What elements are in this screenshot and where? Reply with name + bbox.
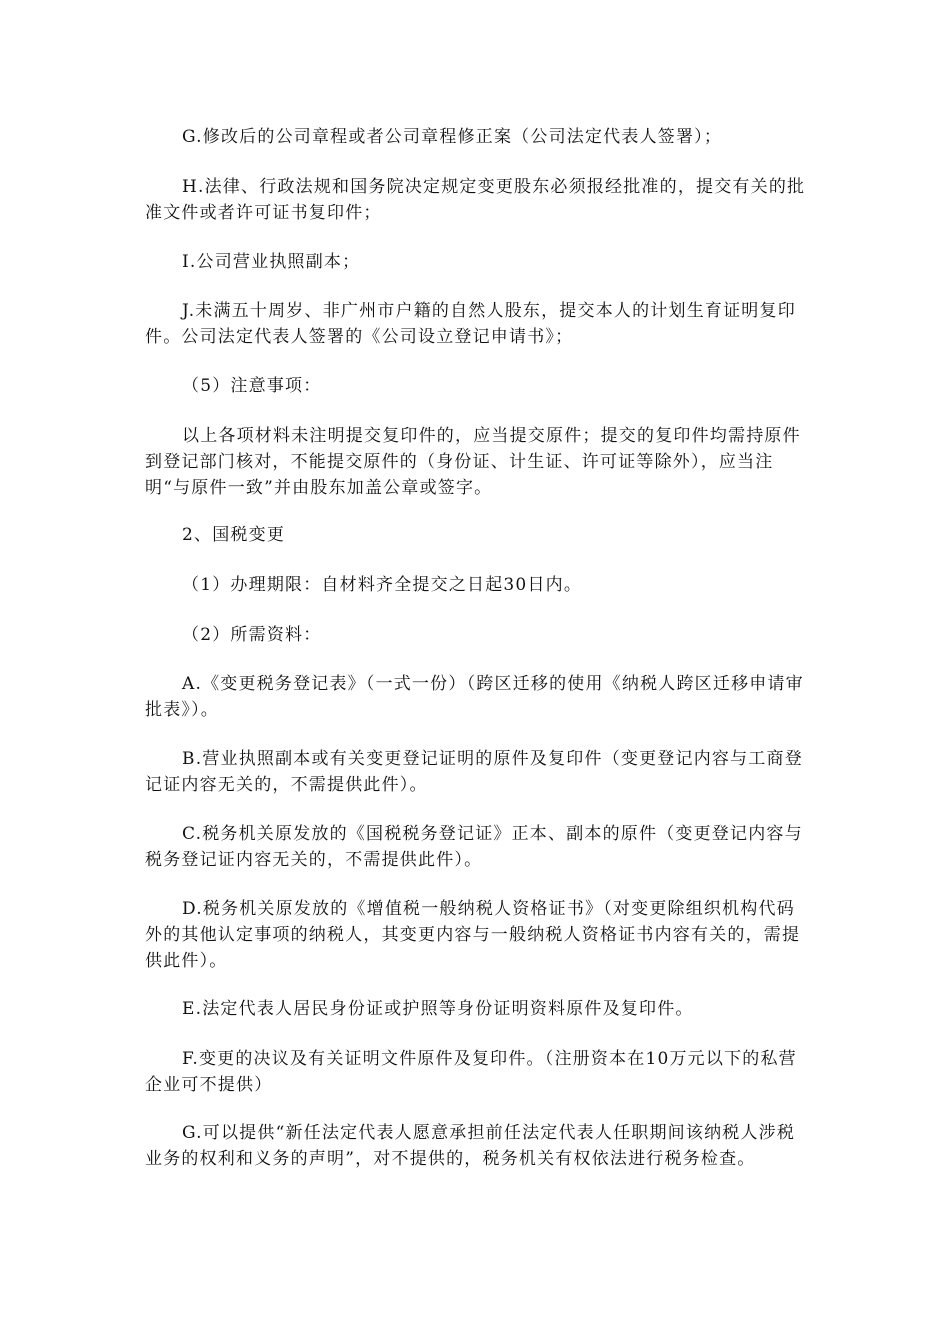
paragraph-f-resolution: F.变更的决议及有关证明文件原件及复印件。（注册资本在10万元以下的私营企业可不提供） (145, 1049, 797, 1095)
paragraph-notes-heading: （5）注意事项： (182, 376, 322, 396)
paragraph-d-vat-certificate: D.税务机关原发放的《增值税一般纳税人资格证书》（对变更除组织机构代码外的其他认定事项的纳税人，其变更内容与一般纳税人资格证书内容有关的，需提供此件）。 (145, 899, 801, 971)
paragraph-notes-body: 以上各项材料未注明提交复印件的，应当提交原件；提交的复印件均需持原件到登记部门核对，不能提交原件的（身份证、计生证、许可证等除外），应当注明“与原件一致”并由股东加盖公章或签字。 (145, 426, 801, 498)
paragraph-g-declaration: G.可以提供“新任法定代表人愿意承担前任法定代表人任职期间该纳税人涉税业务的权利和义务的声明”，对不提供的，税务机关有权依法进行税务检查。 (145, 1123, 796, 1169)
paragraph-g-articles: G.修改后的公司章程或者公司章程修正案（公司法定代表人签署）； (182, 127, 723, 147)
paragraph-b-license-copy: B.营业执照副本或有关变更登记证明的原件及复印件（变更登记内容与工商登记证内容无关的，不需提供此件）。 (145, 749, 803, 795)
paragraph-i-license: I.公司营业执照副本； (182, 252, 361, 272)
paragraph-time-limit: （1）办理期限：自材料齐全提交之日起30日内。 (182, 575, 583, 595)
section-heading-national-tax: 2、国税变更 (182, 525, 286, 545)
paragraph-required-materials: （2）所需资料： (182, 625, 322, 645)
paragraph-c-tax-certificate: C.税务机关原发放的《国税税务登记证》正本、副本的原件（变更登记内容与税务登记证内容无关的，不需提供此件）。 (145, 824, 803, 870)
paragraph-a-form: A.《变更税务登记表》（一式一份）（跨区迁移的使用《纳税人跨区迁移申请审批表》）。 (145, 674, 804, 720)
paragraph-e-id: E.法定代表人居民身份证或护照等身份证明资料原件及复印件。 (182, 999, 694, 1019)
paragraph-j-shareholder: J.未满五十周岁、非广州市户籍的自然人股东，提交本人的计划生育证明复印件。公司法定代表人签署的《公司设立登记申请书》； (145, 301, 796, 347)
paragraph-h-approval: H.法律、行政法规和国务院决定规定变更股东必须报经批准的，提交有关的批准文件或者许可证书复印件； (145, 177, 806, 223)
